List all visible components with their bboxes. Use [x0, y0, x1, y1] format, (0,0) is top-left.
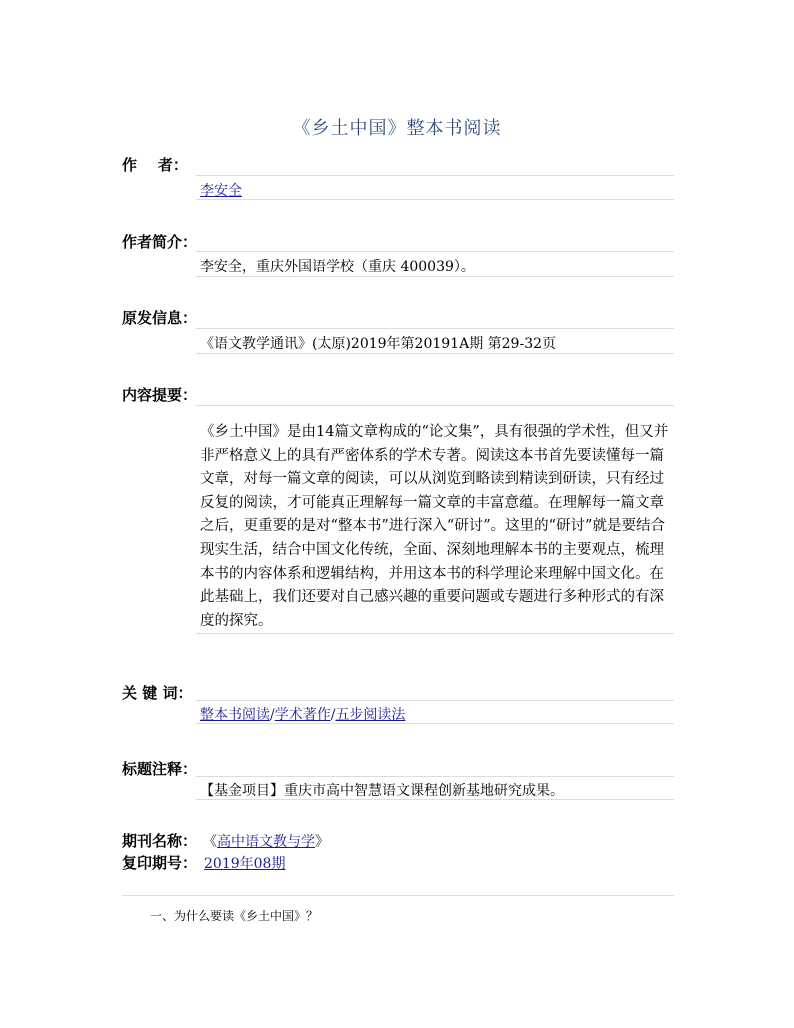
divider — [196, 799, 674, 800]
divider — [196, 251, 674, 252]
divider — [196, 328, 674, 329]
note-text: 【基金项目】重庆市高中智慧语文课程创新基地研究成果。 — [200, 783, 564, 799]
divider — [196, 276, 674, 277]
source-label: 原发信息： — [122, 309, 198, 327]
author-intro-text: 李安全，重庆外国语学校（重庆 400039）。 — [200, 259, 475, 275]
divider — [196, 175, 674, 176]
divider — [196, 199, 674, 200]
keyword-link[interactable]: 五步阅读法 — [335, 707, 406, 723]
keywords-list — [200, 704, 405, 724]
divider — [122, 895, 674, 896]
note-label: 标题注释： — [122, 760, 198, 778]
journal-name — [203, 831, 329, 851]
author-link[interactable]: 李安全 — [200, 183, 242, 199]
source-text: 《语文教学通讯》(太原)2019年第20191A期 第29-32页 — [200, 336, 557, 352]
author-intro-label: 作者简介： — [122, 233, 198, 251]
keyword-link[interactable]: 学术著作 — [274, 707, 331, 723]
journal-prefix: 《 — [203, 834, 217, 850]
author-label: 作 者： — [122, 156, 188, 174]
issue-label: 复印期号： — [122, 854, 198, 872]
journal-link[interactable]: 高中语文教与学 — [217, 834, 315, 850]
section-heading: 一、为什么要读《乡土中国》？ — [150, 909, 319, 923]
divider — [196, 700, 674, 701]
divider — [196, 405, 674, 406]
journal-suffix: 》 — [315, 834, 329, 850]
divider — [196, 353, 674, 354]
keywords-label: 关 键 词： — [122, 684, 193, 702]
issue-link[interactable]: 2019年08期 — [204, 856, 286, 872]
abstract-label: 内容提要： — [122, 386, 198, 404]
divider — [196, 633, 674, 634]
keyword-separator: / — [330, 707, 336, 723]
abstract-text: 《乡土中国》是由14篇文章构成的“论文集”，具有很强的学术性，但又并非严格意义上的具有严密体系的学术专著。阅读这本书首先要读懂每一篇文章，对每一篇文章的阅读，可以从浏览到略读到精读到研读，只有经过反复的阅读，才可能真正理解每一篇文章的丰富意蕴。在理解每一篇文章之后，更重要的是对“整本书”进行深入“研讨”。这里的“研讨”就是要结合现实生活，结合中国文化传统，全面、深刻地理解本书的主要观点，梳理本书的内容体系和逻辑结构，并用这本书的科学理论来理解中国文化。在此基础上，我们还要对自己感兴趣的重要问题或专题进行多种形式的有深度的探究。 — [200, 424, 669, 629]
divider — [196, 723, 674, 724]
journal-label: 期刊名称： — [122, 832, 198, 850]
divider — [196, 776, 674, 777]
keyword-separator: / — [270, 707, 275, 723]
page-title: 《乡土中国》整本书阅读 — [292, 118, 502, 139]
keyword-link[interactable]: 整本书阅读 — [200, 707, 270, 723]
